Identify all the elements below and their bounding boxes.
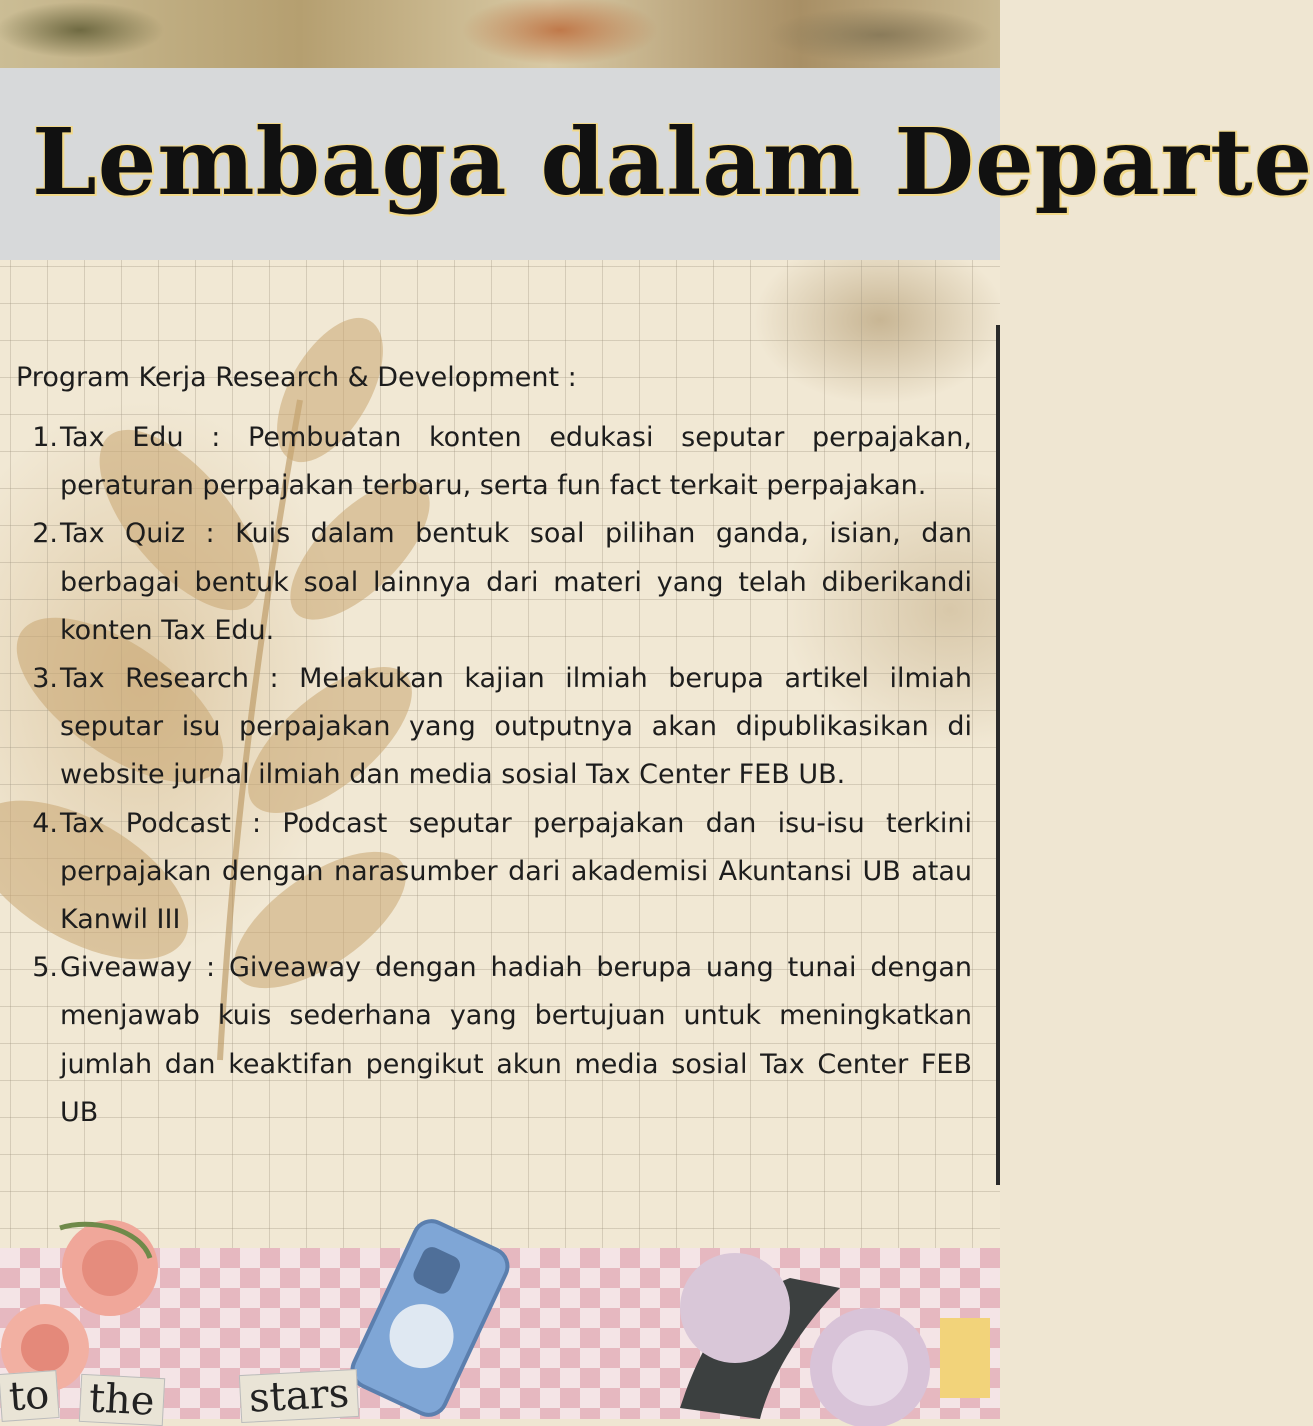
right-edge-line	[996, 325, 1000, 1185]
item-number: 2.	[32, 518, 58, 550]
list-item	[16, 510, 972, 655]
list-item	[16, 414, 972, 510]
list-item	[16, 800, 972, 945]
item-number: 4.	[32, 807, 58, 839]
item-text: Tax Podcast : Podcast seputar perpajakan dan isu-isu terkini perpajakan dengan narasumber dari akademisi Akuntansi UB atau Kanwil III	[60, 807, 972, 936]
program-section	[16, 358, 972, 1137]
item-number: 1.	[32, 422, 58, 453]
tagline-word: the	[79, 1374, 165, 1426]
item-text: Tax Quiz : Kuis dalam bentuk soal pilihan ganda, isian, dan berbagai bentuk soal lainnya dari materi yang telah diberikandi konten Tax Edu.	[60, 518, 972, 646]
item-text: Tax Research : Melakukan kajian ilmiah berupa artikel ilmiah seputar isu perpajakan yang outputnya akan dipublikasikan di website jurnal ilmiah dan media sosial Tax Center FEB UB.	[60, 663, 972, 791]
title-banner	[0, 68, 1313, 260]
bottom-collage	[0, 1218, 1000, 1425]
top-collage-strip	[0, 0, 1000, 68]
item-number: 3.	[32, 663, 58, 695]
item-text: Giveaway : Giveaway dengan hadiah berupa uang tunai dengan menjawab kuis sederhana yang bertujuan untuk meningkatkan jumlah dan keaktifan pengikut akun media sosial Tax Center FEB UB	[60, 952, 972, 1128]
program-list	[16, 414, 972, 1137]
tagline-word: stars	[239, 1369, 359, 1423]
list-item	[16, 655, 972, 800]
item-number: 5.	[32, 952, 58, 984]
cosmetic-compact-icon	[640, 1238, 1000, 1419]
page-title: Lembaga dalam Departe	[32, 108, 1313, 216]
list-item	[16, 944, 972, 1137]
tagline-cutout	[0, 1358, 420, 1425]
section-heading: Program Kerja Research & Development :	[16, 362, 577, 393]
item-text: Tax Edu : Pembuatan konten edukasi seputar perpajakan, peraturan perpajakan terbaru, serta fun fact terkait perpajakan.	[60, 422, 972, 502]
tagline-word: to	[0, 1370, 60, 1422]
